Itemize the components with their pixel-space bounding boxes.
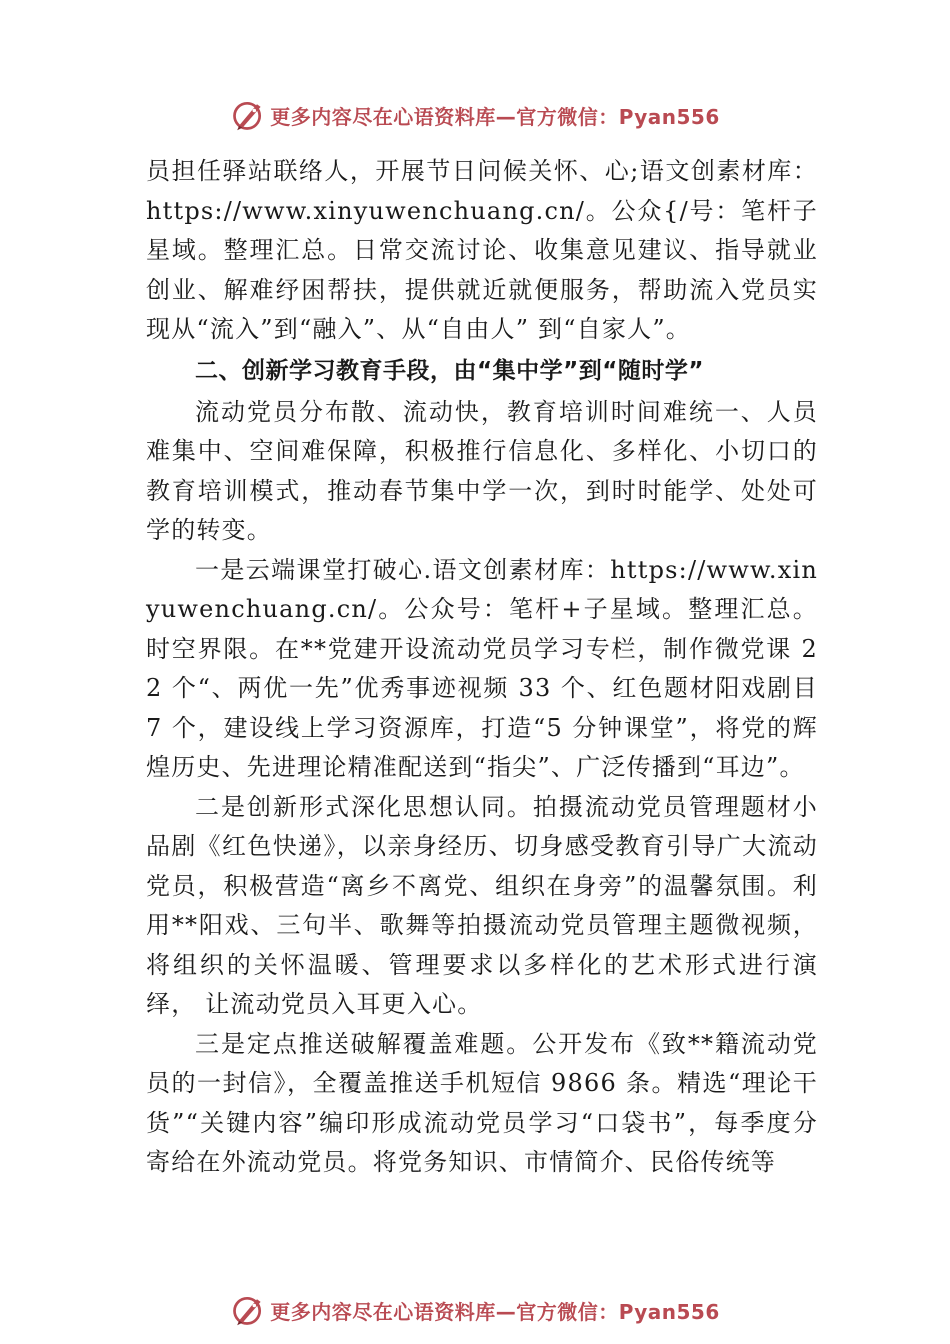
header-banner xyxy=(0,93,950,137)
paragraph-5: 三是定点推送破解覆盖难题。公开发布《致**籍流动党员的一封信》，全覆盖推送手机短信 9866 条。精选“理论干货”“关键内容”编印形成流动党员学习“口袋书”，每季度分寄给在外流动党员。将党务知识、市情简介、民俗传统等 xyxy=(146,1029,818,1176)
banner-text: 更多内容尽在心语资料库—官方微信：Pyan556 xyxy=(270,1299,720,1324)
section-heading: 二、创新学习教育手段，由“集中学”到“随时学” xyxy=(195,357,704,384)
paragraph-1: 员担任驿站联络人，开展节日问候关怀、心;语文创素材库：https://www.xinyuwenchuang.cn/。公众{/号：笔杆子星域。整理汇总。日常交流讨论、收集意见建议、指导就业创业、解难纾困帮扶，提供就近就便服务，帮助流入党员实现从“流入”到“融入”、从“自由人” 到“自家人”。 xyxy=(146,157,818,343)
paragraph-3: 一是云端课堂打破心.语文创素材库：https://www.xinyuwenchuang.cn/。公众号：笔杆+子星域。整理汇总。时空界限。在**党建开设流动党员学习专栏，制作微党课 22 个“、两优一先”优秀事迹视频 33 个、红色题材阳戏剧目 7 个，建设线上学习资源库，打造“5 分钟课堂”，将党的辉煌历史、先进理论精准配送到“指尖”、广泛传播到“耳边”。 xyxy=(146,555,818,781)
footer-banner xyxy=(0,1288,950,1332)
banner-text: 更多内容尽在心语资料库—官方微信：Pyan556 xyxy=(270,104,720,129)
pen-logo-icon xyxy=(230,97,266,133)
paragraph-2: 流动党员分布散、流动快，教育培训时间难统一、人员难集中、空间难保障，积极推行信息化、多样化、小切口的教育培训模式，推动春节集中学一次，到时时能学、处处可学的转变。 xyxy=(146,397,818,544)
paragraph-4: 二是创新形式深化思想认同。拍摄流动党员管理题材小品剧《红色快递》，以亲身经历、切身感受教育引导广大流动党员，积极营造“离乡不离党、组织在身旁”的温馨氛围。利用**阳戏、三句半、歌舞等拍摄流动党员管理主题微视频， 将组织的关怀温暖、管理要求以多样化的艺术形式进行演绎， 让流动党员入耳更入心。 xyxy=(146,792,818,1018)
document-body xyxy=(146,152,818,1183)
pen-logo-icon xyxy=(230,1292,266,1328)
